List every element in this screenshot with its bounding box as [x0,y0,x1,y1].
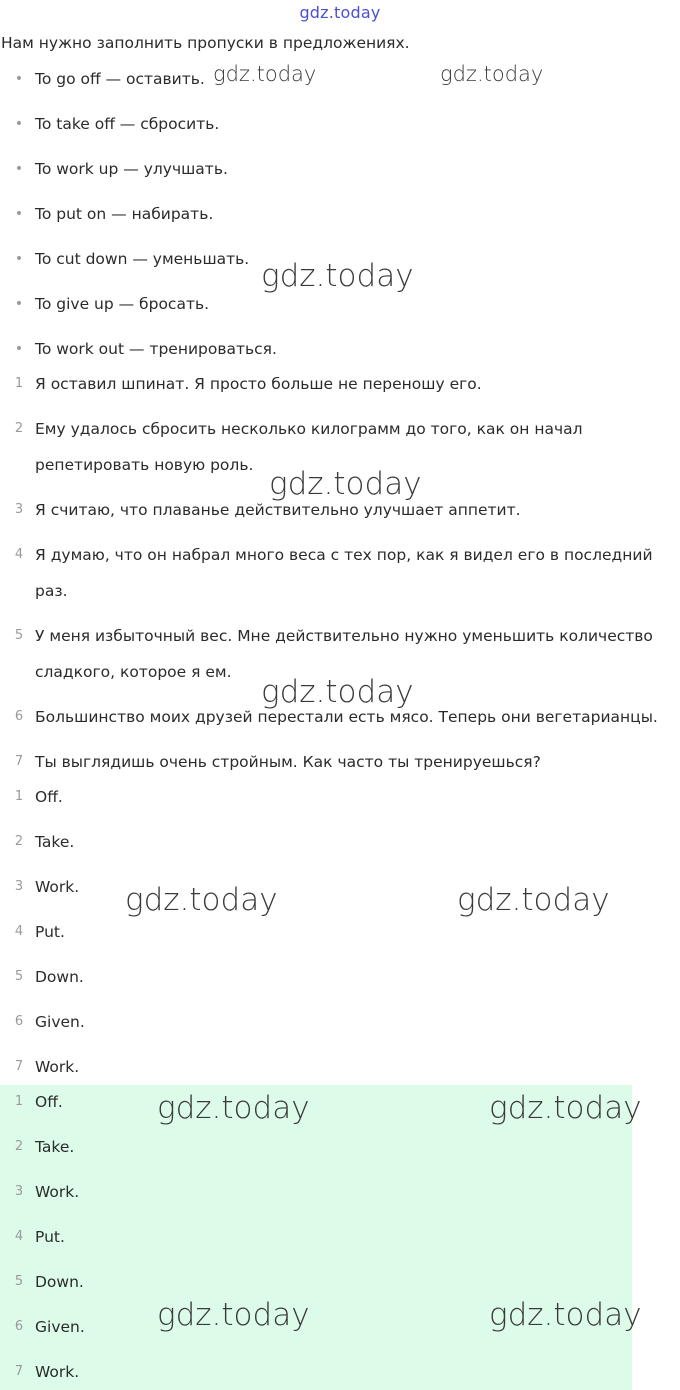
item-number: 7 [14,1059,24,1074]
vocab-text: To work out — тренироваться. [35,340,277,358]
item-number: 7 [14,1364,24,1379]
item-number: 2 [14,834,24,849]
watermark-text: gdz.today [440,62,544,86]
watermark-text: gdz.today [157,1297,310,1333]
watermark-text: gdz.today [489,1297,642,1333]
watermark-text: gdz.today [261,258,414,294]
item-number: 3 [14,502,24,517]
answer-text: Work. [35,1183,80,1201]
answer-text: Put. [35,1228,65,1246]
answer-text: Work. [35,1363,80,1381]
item-number: 1 [14,1094,24,1109]
watermark-text: gdz.today [261,674,414,710]
vocab-text: To put on — набирать. [35,205,214,223]
answer-text: Take. [35,1138,75,1156]
item-number: 5 [14,628,24,643]
watermark-text: gdz.today [157,1090,310,1126]
bullet-icon: • [14,116,24,132]
vocab-text: To take off — сбросить. [35,115,220,133]
answer-text: Given. [35,1013,85,1031]
vocab-text: To give up — бросать. [35,295,210,313]
item-number: 6 [14,1319,24,1334]
translation-text: Я оставил шпинат. Я просто больше не переношу его. [35,375,482,393]
bullet-icon: • [14,206,24,222]
translation-text: Большинство моих друзей перестали есть мясо. Теперь они вегетарианцы. [35,708,658,726]
item-number: 5 [14,1274,24,1289]
translation-text: Ты выглядишь очень стройным. Как часто ты тренируешься? [35,753,541,771]
answer-text: Work. [35,1058,80,1076]
item-number: 4 [14,547,24,562]
translation-text: Я считаю, что плаванье действительно улучшает аппетит. [35,501,521,519]
vocab-text: To go off — оставить. [35,70,205,88]
answer-text: Take. [35,833,75,851]
translation-text: Ему удалось сбросить несколько килограмм до того, как он начал [35,420,583,438]
item-number: 5 [14,969,24,984]
watermark-text: gdz.today [269,466,422,502]
answer-text: Off. [35,788,63,806]
item-number: 7 [14,754,24,769]
vocab-text: To work up — улучшать. [35,160,228,178]
translation-text: сладкого, которое я ем. [35,663,232,681]
item-number: 6 [14,709,24,724]
item-number: 3 [14,879,24,894]
watermark-text: gdz.today [457,882,610,918]
item-number: 1 [14,789,24,804]
translation-text: раз. [35,582,68,600]
item-number: 4 [14,1229,24,1244]
item-number: 2 [14,1139,24,1154]
answer-text: Work. [35,878,80,896]
answer-text: Down. [35,1273,84,1291]
bullet-icon: • [14,341,24,357]
answer-text: Given. [35,1318,85,1336]
translation-text: У меня избыточный вес. Мне действительно нужно уменьшить количество [35,627,653,645]
answer-text: Down. [35,968,84,986]
header-watermark: gdz.today [299,3,381,22]
bullet-icon: • [14,251,24,267]
item-number: 3 [14,1184,24,1199]
bullet-icon: • [14,71,24,87]
bullet-icon: • [14,296,24,312]
vocab-text: To cut down — уменьшать. [35,250,250,268]
translation-text: репетировать новую роль. [35,456,254,474]
answer-text: Put. [35,923,65,941]
watermark-text: gdz.today [489,1090,642,1126]
item-number: 6 [14,1014,24,1029]
item-number: 4 [14,924,24,939]
watermark-text: gdz.today [213,62,317,86]
translation-text: Я думаю, что он набрал много веса с тех пор, как я видел его в последний [35,546,653,564]
watermark-text: gdz.today [125,882,278,918]
answer-text: Off. [35,1093,63,1111]
item-number: 2 [14,421,24,436]
item-number: 1 [14,376,24,391]
bullet-icon: • [14,161,24,177]
intro-text: Нам нужно заполнить пропуски в предложениях. [1,34,410,52]
